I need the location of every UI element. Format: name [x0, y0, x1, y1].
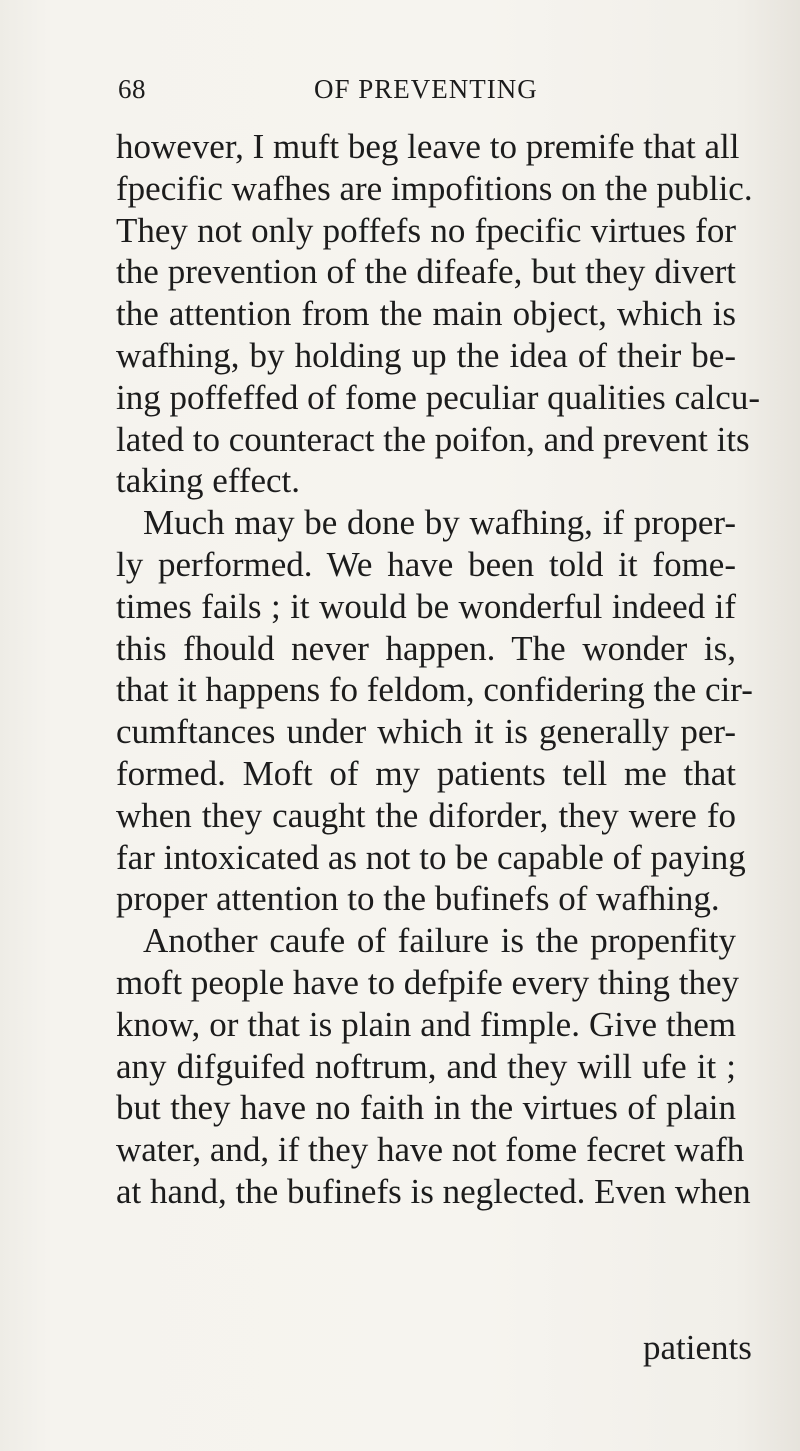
text-line: formed. Moft of my patients tell me that — [116, 753, 736, 793]
text-line: They not only poffefs no fpecific virtues for — [116, 210, 736, 250]
text-line: water, and, if they have not fome fecret wafh — [116, 1130, 745, 1170]
text-line: any difguifed noftrum, and they will ufe it ; — [116, 1046, 736, 1086]
catchword: patients — [643, 1328, 752, 1367]
page-number: 68 — [118, 74, 146, 104]
running-title: OF PREVENTING — [314, 74, 538, 104]
text-line: but they have no faith in the virtues of plain — [116, 1088, 736, 1128]
text-line: proper attention to the bufinefs of wafhing. — [116, 879, 720, 919]
text-line: at hand, the bufinefs is neglected. Even when — [116, 1171, 751, 1211]
text-line: know, or that is plain and fimple. Give them — [116, 1004, 736, 1044]
text-line: that it happens fo feldom, confidering the cir- — [116, 670, 753, 710]
text-line: however, I muft beg leave to premife that all — [116, 127, 740, 166]
text-line: lated to counteract the poifon, and prevent its — [116, 419, 750, 459]
text-line: this fhould never happen. The wonder is, — [116, 628, 736, 668]
text-line: Much may be done by wafhing, if proper- — [143, 503, 736, 543]
text-line: ly performed. We have been told it fome- — [116, 544, 736, 584]
text-line: Another caufe of failure is the propenfity — [143, 921, 736, 961]
text-line: moft people have to defpife every thing they — [116, 962, 739, 1002]
text-line: the attention from the main object, which is — [116, 294, 736, 334]
text-line: far intoxicated as not to be capable of paying — [116, 837, 746, 877]
text-line: when they caught the diforder, they were fo — [116, 795, 736, 835]
text-line: fpecific wafhes are impofitions on the public. — [116, 168, 753, 208]
text-line: the prevention of the difeafe, but they divert — [116, 252, 736, 292]
text-line: times fails ; it would be wonderful indeed if — [116, 586, 736, 626]
text-line: taking effect. — [116, 461, 300, 501]
running-head — [118, 74, 738, 114]
text-line: wafhing, by holding up the idea of their be- — [116, 335, 736, 375]
text-line: ing poffeffed of fome peculiar qualities calcu- — [116, 377, 760, 417]
text-line: cumftances under which it is generally per- — [116, 712, 736, 752]
body-text — [116, 126, 760, 1213]
